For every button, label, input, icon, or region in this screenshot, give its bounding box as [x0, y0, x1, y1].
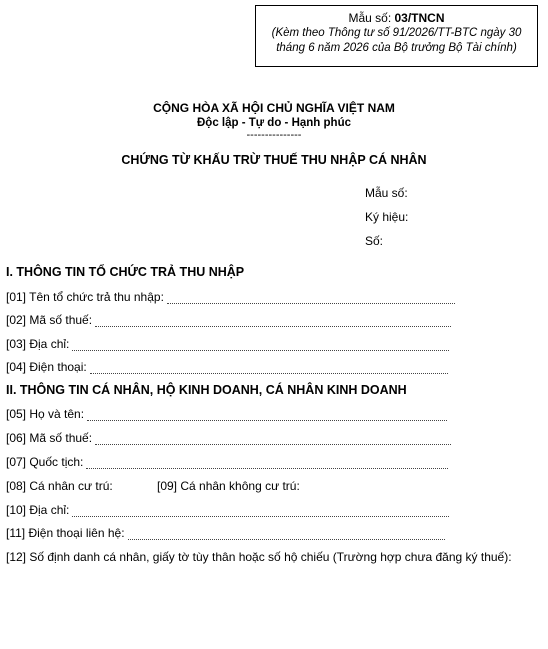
- meta-number: Số:: [365, 234, 384, 248]
- field-tax-code: [06] Mã số thuế:: [6, 431, 451, 445]
- heading-separator: ---------------: [246, 129, 302, 141]
- form-code-line: [256, 11, 537, 26]
- field-non-resident: [09] Cá nhân không cư trú:: [157, 479, 300, 493]
- meta-form-no: Mẫu số:: [365, 186, 408, 200]
- field-contact-phone: [11] Điện thoại liên hệ:: [6, 526, 445, 540]
- form-note-line2: tháng 6 năm 2026 của Bộ trưởng Bộ Tài chính): [276, 42, 517, 54]
- section1-title: I. THÔNG TIN TỔ CHỨC TRẢ THU NHẬP: [6, 265, 245, 279]
- field-resident: [08] Cá nhân cư trú:: [6, 479, 113, 493]
- field-payer-tax-code: [02] Mã số thuế:: [6, 313, 451, 327]
- field-payer-name: [01] Tên tổ chức trả thu nhập:: [6, 290, 455, 304]
- motto: Độc lập - Tự do - Hạnh phúc: [197, 117, 351, 129]
- section2-title: II. THÔNG TIN CÁ NHÂN, HỘ KINH DOANH, CÁ NHÂN KINH DOANH: [6, 383, 407, 397]
- field-id-number: [12] Số định danh cá nhân, giấy tờ tùy thân hoặc số hộ chiếu (Trường hợp chưa đăng ký thuế):: [6, 550, 512, 564]
- field-address: [10] Địa chỉ:: [6, 503, 449, 517]
- meta-symbol: Ký hiệu:: [365, 210, 409, 224]
- form-code-prefix: Mẫu số:: [348, 11, 395, 25]
- form-code: 03/TNCN: [394, 11, 445, 25]
- field-payer-address: [03] Địa chỉ:: [6, 337, 449, 351]
- form-note-line1: (Kèm theo Thông tư số 91/2026/TT-BTC ngày 30: [271, 27, 522, 39]
- field-nationality: [07] Quốc tịch:: [6, 455, 448, 469]
- field-full-name: [05] Họ và tên:: [6, 407, 447, 421]
- form-code-box: [255, 5, 538, 67]
- nation-heading: CỘNG HÒA XÃ HỘI CHỦ NGHĨA VIỆT NAM: [153, 101, 395, 115]
- field-payer-phone: [04] Điện thoại:: [6, 360, 448, 374]
- document-title: CHỨNG TỪ KHẤU TRỪ THUẾ THU NHẬP CÁ NHÂN: [121, 153, 427, 167]
